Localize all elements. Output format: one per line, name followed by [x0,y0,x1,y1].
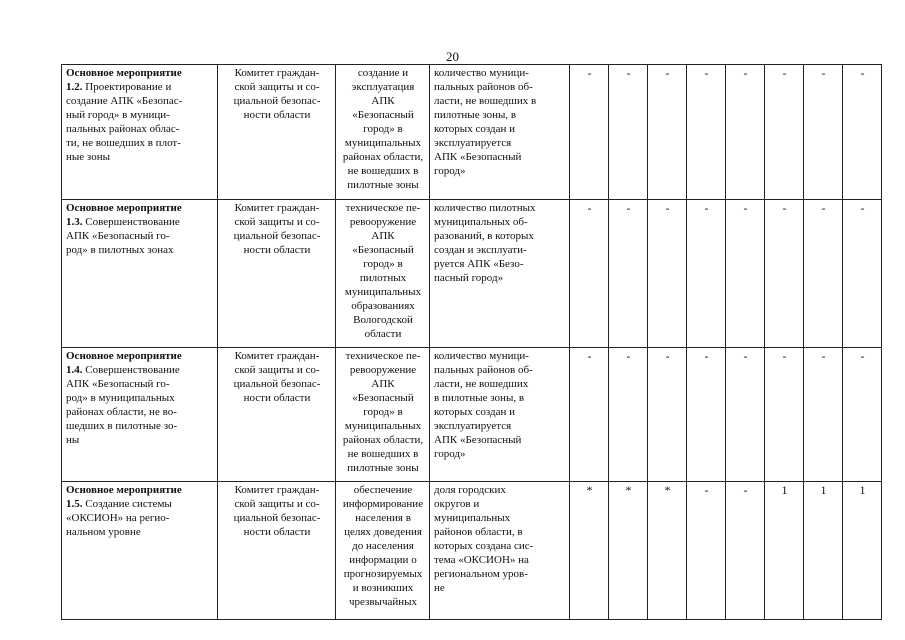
goal-cell: обеспечение информирование населения в целях доведения до населения информации о прогнозируемых и возникших чрезвычайных [336,482,430,620]
value-cell: - [570,348,609,482]
activity-cell [62,348,218,482]
goal-cell: создание и эксплуатация АПК «Безопасный город» в муниципальных районах области, не вошедших в пилотные зоны [336,65,430,200]
activity-title: Основное мероприятие 1.4. [66,350,182,376]
indicator-cell: количество пилотных муниципальных об- разований, в которых создан и эксплуати- руется АПК «Безо- пасный город» [430,200,570,348]
activity-title: Основное мероприятие 1.5. [66,484,182,510]
value-cell: - [687,200,726,348]
value-cell: - [687,348,726,482]
activity-description: Проектирование и создание АПК «Безопас- ный город» в муници- пальных районах облас- ти, не вошедших в плот- ные зоны [66,81,183,163]
value-cell: * [609,482,648,620]
activity-cell [62,200,218,348]
value-cell: - [648,200,687,348]
value-cell: - [726,482,765,620]
activity-description: Создание системы «ОКСИОН» на регио- нальном уровне [66,498,172,538]
activity-title: Основное мероприятие 1.2. [66,67,182,93]
goal-cell: техническое пе- ревооружение АПК «Безопасный город» в пилотных муниципальных образованиях Вологодской области [336,200,430,348]
value-cell: - [843,200,882,348]
executor-cell: Комитет граждан- ской защиты и со- циальной безопас- ности области [218,482,336,620]
value-cell: - [765,348,804,482]
value-cell: - [765,65,804,200]
executor-cell: Комитет граждан- ской защиты и со- циальной безопас- ности области [218,200,336,348]
activity-cell [62,65,218,200]
value-cell: - [609,348,648,482]
page-number: 20 [446,49,459,64]
value-cell: 1 [843,482,882,620]
table-row-activity-1-2 [62,65,882,200]
value-cell: - [648,65,687,200]
value-cell: - [843,348,882,482]
value-cell: - [804,200,843,348]
table-row-activity-1-5 [62,482,882,620]
activity-cell [62,482,218,620]
value-cell: - [726,348,765,482]
value-cell: - [726,65,765,200]
value-cell: * [570,482,609,620]
program-activities-table [61,64,882,620]
goal-cell: техническое пе- ревооружение АПК «Безопасный город» в муниципальных районах области, не вошедших в пилотные зоны [336,348,430,482]
activity-title: Основное мероприятие 1.3. [66,202,182,228]
activity-description: Совершенствование АПК «Безопасный го- род» в муниципальных районах области, не во- шедших в пилотные зо- ны [66,364,180,446]
activity-description: Совершенствование АПК «Безопасный го- род» в пилотных зонах [66,216,180,256]
value-cell: - [570,65,609,200]
value-cell: - [609,200,648,348]
value-cell: - [726,200,765,348]
value-cell: 1 [804,482,843,620]
value-cell: - [804,65,843,200]
value-cell: - [804,348,843,482]
indicator-cell: количество муници- пальных районов об- ласти, не вошедших в пилотные зоны, в которых создан и эксплуатируется АПК «Безопасный город» [430,65,570,200]
executor-cell: Комитет граждан- ской защиты и со- циальной безопас- ности области [218,348,336,482]
executor-cell: Комитет граждан- ской защиты и со- циальной безопас- ности области [218,65,336,200]
value-cell: - [570,200,609,348]
value-cell: - [765,200,804,348]
table-row-activity-1-3 [62,200,882,348]
value-cell: - [687,482,726,620]
value-cell: - [648,348,687,482]
value-cell: - [687,65,726,200]
value-cell: - [843,65,882,200]
value-cell: * [648,482,687,620]
value-cell: - [609,65,648,200]
table-row-activity-1-4 [62,348,882,482]
indicator-cell: количество муници- пальных районов об- ласти, не вошедших в пилотные зоны, в которых создан и эксплуатируется АПК «Безопасный город» [430,348,570,482]
value-cell: 1 [765,482,804,620]
indicator-cell: доля городских округов и муниципальных районов области, в которых создана сис- тема «ОКСИОН» на региональном уров- не [430,482,570,620]
